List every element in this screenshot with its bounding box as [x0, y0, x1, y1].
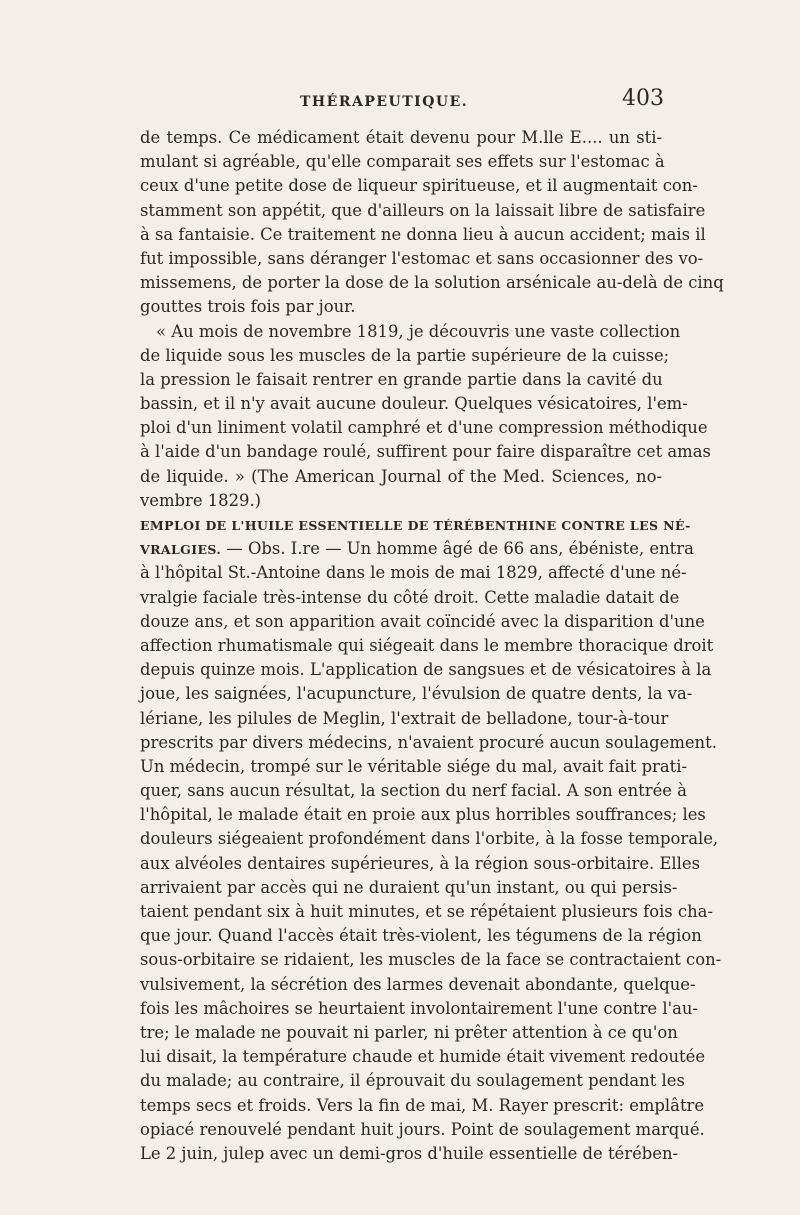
text-line: arrivaient par accès qui ne duraient qu'un instant, ou qui persis-: [140, 877, 678, 897]
text-line: vembre 1829.): [140, 490, 262, 510]
text-line: de liquide. » (The American Journal of the Med. Sciences, no-: [140, 466, 662, 486]
text-line: lui disait, la température chaude et humide était vivement redoutée: [140, 1047, 706, 1067]
text-line: ploi d'un liniment volatil camphré et d'une compression méthodique: [140, 418, 708, 438]
text-line: lériane, les pilules de Meglin, l'extrait de belladone, tour-à-tour: [140, 708, 669, 728]
text-line: sous-orbitaire se ridaient, les muscles de la face se contractaient con-: [140, 950, 722, 970]
text-line: douze ans, et son apparition avait coïncidé avec la disparition d'une: [140, 611, 705, 631]
text-line: Le 2 juin, julep avec un demi-gros d'huile essentielle de térében-: [140, 1143, 679, 1163]
text-line: du malade; au contraire, il éprouvait du soulagement pendant les: [140, 1071, 685, 1091]
running-head: THÉRAPEUTIQUE.: [300, 94, 469, 110]
text-line: gouttes trois fois par jour.: [140, 297, 356, 317]
text-line: l'hôpital, le malade était en proie aux plus horribles souffrances; les: [140, 805, 706, 825]
text-line: opiacé renouvelé pendant huit jours. Point de soulagement marqué.: [140, 1119, 705, 1139]
text-line: à l'aide d'un bandage roulé, suffirent pour faire disparaître cet amas: [140, 442, 711, 462]
text-line: fut impossible, sans déranger l'estomac et sans occasionner des vo-: [140, 248, 704, 268]
text-line: douleurs siégeaient profondément dans l'orbite, à la fosse temporale,: [140, 829, 719, 849]
text-line: affection rhumatismale qui siégeait dans le membre thoracique droit: [140, 635, 714, 655]
text-line: missemens, de porter la dose de la solution arsénicale au-delà de cinq: [140, 273, 724, 293]
text-line: de liquide sous les muscles de la partie supérieure de la cuisse;: [140, 345, 670, 365]
text-line: quer, sans aucun résultat, la section du nerf facial. A son entrée à: [140, 781, 687, 801]
text-line: à l'hôpital St.-Antoine dans le mois de mai 1829, affecté d'une né-: [140, 563, 687, 583]
text-line: VRALGIES. — Obs. I.re — Un homme âgé de 66 ans, ébéniste, entra: [140, 539, 694, 559]
page-body: [140, 126, 724, 1166]
text-line: stamment son appétit, que d'ailleurs on la laissait libre de satisfaire: [140, 200, 706, 220]
text-line: Un médecin, trompé sur le véritable siége du mal, avait fait prati-: [140, 756, 688, 776]
text-line: taient pendant six à huit minutes, et se répétaient plusieurs fois cha-: [140, 902, 713, 921]
text-line: EMPLOI DE L'HUILE ESSENTIELLE DE TÉRÉBENTHINE CONTRE LES NÉ-: [140, 518, 691, 533]
text-line: ceux d'une petite dose de liqueur spiritueuse, et il augmentait con-: [140, 176, 698, 196]
text-line: « Au mois de novembre 1819, je découvris une vaste collection: [156, 321, 681, 341]
page-number: 403: [622, 86, 664, 111]
text-line: aux alvéoles dentaires supérieures, à la région sous-orbitaire. Elles: [140, 853, 701, 873]
text-line: la pression le faisait rentrer en grande partie dans la cavité du: [140, 369, 663, 389]
text-line: vulsivement, la sécrétion des larmes devenait abondante, quelque-: [140, 974, 696, 994]
text-line: de temps. Ce médicament était devenu pour M.lle E.... un sti-: [140, 128, 662, 147]
text-line: fois les mâchoires se heurtaient involontairement l'une contre l'au-: [140, 998, 698, 1018]
text-line: bassin, et il n'y avait aucune douleur. Quelques vésicatoires, l'em-: [140, 394, 688, 414]
text-line: joue, les saignées, l'acupuncture, l'évulsion de quatre dents, la va-: [140, 684, 693, 704]
text-line: depuis quinze mois. L'application de sangsues et de vésicatoires à la: [140, 660, 712, 680]
text-line: tre; le malade ne pouvait ni parler, ni prêter attention à ce qu'on: [140, 1022, 678, 1042]
text-line: prescrits par divers médecins, n'avaient procuré aucun soulagement.: [140, 732, 717, 752]
text-line: que jour. Quand l'accès était très-violent, les tégumens de la région: [140, 926, 702, 946]
text-line: temps secs et froids. Vers la fin de mai, M. Rayer prescrit: emplâtre: [140, 1095, 705, 1115]
text-line: mulant si agréable, qu'elle comparait ses effets sur l'estomac à: [140, 152, 665, 172]
text-line: à sa fantaisie. Ce traitement ne donna lieu à aucun accident; mais il: [140, 224, 706, 244]
page-header: [140, 86, 664, 116]
text-line: vralgie faciale très-intense du côté droit. Cette maladie datait de: [140, 587, 680, 607]
